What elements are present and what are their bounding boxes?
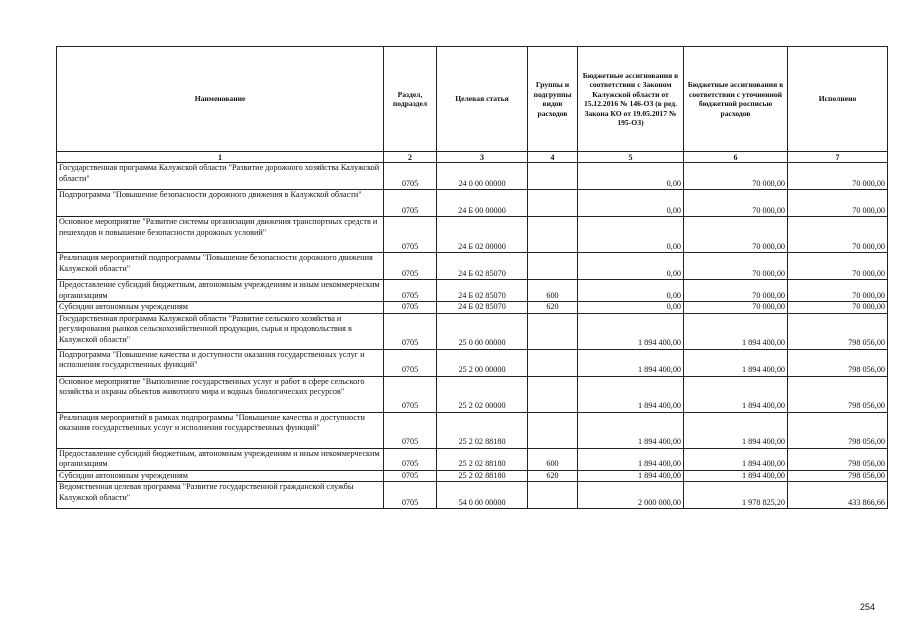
row-budget-revised: 1 894 400,00 [684,412,788,448]
table-row [57,217,888,253]
page-number: 254 [860,602,876,612]
column-number: 5 [578,152,684,163]
row-target: 25 2 02 00000 [437,376,528,412]
row-budget-law: 0,00 [578,302,684,314]
row-section: 0705 [384,412,437,448]
row-budget-revised: 1 894 400,00 [684,376,788,412]
row-target: 25 2 00 00000 [437,349,528,376]
row-budget-law: 1 894 400,00 [578,376,684,412]
column-number: 2 [384,152,437,163]
row-section: 0705 [384,163,437,190]
table-row [57,412,888,448]
row-target: 25 2 02 88180 [437,470,528,482]
row-budget-law: 1 894 400,00 [578,412,684,448]
row-budget-revised: 1 894 400,00 [684,448,788,470]
row-target: 25 2 02 88180 [437,448,528,470]
row-budget-revised: 70 000,00 [684,280,788,302]
row-budget-revised: 70 000,00 [684,163,788,190]
row-executed: 70 000,00 [788,302,888,314]
row-budget-law: 0,00 [578,163,684,190]
row-group [528,412,578,448]
table-row [57,163,888,190]
row-target: 25 2 02 88180 [437,412,528,448]
row-group [528,190,578,217]
table-row [57,302,888,314]
row-budget-revised: 1 894 400,00 [684,470,788,482]
row-section: 0705 [384,280,437,302]
row-name: Субсидии автономным учреждениям [57,470,384,482]
row-budget-revised: 1 978 825,20 [684,482,788,509]
row-name: Основное мероприятие "Развитие системы организации движения транспортных средств и пешеходов и повышение безопасности дорожных условий" [57,217,384,253]
header-target: Целевая статья [437,47,528,152]
row-budget-revised: 1 894 400,00 [684,313,788,349]
row-executed: 798 056,00 [788,349,888,376]
row-section: 0705 [384,482,437,509]
row-group [528,163,578,190]
table-row [57,280,888,302]
row-section: 0705 [384,253,437,280]
row-budget-law: 1 894 400,00 [578,470,684,482]
row-section: 0705 [384,313,437,349]
row-executed: 70 000,00 [788,280,888,302]
row-executed: 798 056,00 [788,412,888,448]
row-section: 0705 [384,376,437,412]
table-row [57,349,888,376]
row-budget-law: 1 894 400,00 [578,448,684,470]
table-row [57,470,888,482]
row-budget-law: 1 894 400,00 [578,313,684,349]
column-number: 1 [57,152,384,163]
row-group: 620 [528,470,578,482]
row-name: Реализация мероприятий подпрограммы "Повышение безопасности дорожного движения Калужской области" [57,253,384,280]
table-row [57,482,888,509]
header-group: Группы и подгруппы видов расходов [528,47,578,152]
row-name: Предоставление субсидий бюджетным, автономным учреждениям и иным некоммерческим организациям [57,280,384,302]
row-group [528,253,578,280]
row-budget-law: 0,00 [578,190,684,217]
row-name: Подпрограмма "Повышение качества и доступности оказания государственных услуг и исполнения государственных функций" [57,349,384,376]
table-row [57,376,888,412]
row-budget-law: 2 000 000,00 [578,482,684,509]
table-row [57,448,888,470]
row-name: Основное мероприятие "Выполнение государственных услуг и работ в сфере сельского хозяйства и охраны объектов животного мира и водных биологических ресурсов" [57,376,384,412]
row-budget-revised: 70 000,00 [684,302,788,314]
row-executed: 70 000,00 [788,253,888,280]
column-number: 4 [528,152,578,163]
row-target: 24 Б 02 85070 [437,302,528,314]
row-name: Государственная программа Калужской области "Развитие сельского хозяйства и регулирования рынков сельскохозяйственной продукции, сырья и продовольствия в Калужской области" [57,313,384,349]
row-target: 24 0 00 00000 [437,163,528,190]
row-group [528,313,578,349]
row-section: 0705 [384,302,437,314]
header-name: Наименование [57,47,384,152]
row-target: 24 Б 02 85070 [437,280,528,302]
row-section: 0705 [384,349,437,376]
row-budget-law: 0,00 [578,253,684,280]
header-executed: Исполнено [788,47,888,152]
table-row [57,190,888,217]
row-executed: 798 056,00 [788,448,888,470]
row-group [528,217,578,253]
row-budget-revised: 70 000,00 [684,190,788,217]
table-row [57,313,888,349]
row-executed: 70 000,00 [788,190,888,217]
header-section: Раздел, подраздел [384,47,437,152]
table-row [57,253,888,280]
row-group: 600 [528,448,578,470]
row-executed: 433 866,66 [788,482,888,509]
row-budget-law: 0,00 [578,280,684,302]
row-budget-revised: 70 000,00 [684,253,788,280]
row-name: Реализация мероприятий в рамках подпрограммы "Повышение качества и доступности оказания государственных услуг и исполнения государственных функций" [57,412,384,448]
row-name: Предоставление субсидий бюджетным, автономным учреждениям и иным некоммерческим организациям [57,448,384,470]
row-target: 24 Б 02 85070 [437,253,528,280]
column-number: 7 [788,152,888,163]
row-executed: 70 000,00 [788,217,888,253]
header-budget-revised: Бюджетные ассигнования в соответствии с уточненной бюджетной росписью расходов [684,47,788,152]
row-target: 54 0 00 00000 [437,482,528,509]
row-section: 0705 [384,217,437,253]
row-group: 600 [528,280,578,302]
row-name: Субсидии автономным учреждениям [57,302,384,314]
row-executed: 798 056,00 [788,470,888,482]
header-budget-law: Бюджетные ассигнования в соответствии с Законом Калужской области от 15.12.2016 № 146-ОЗ (в ред. Закона КО от 19.05.2017 № 195-ОЗ) [578,47,684,152]
row-group [528,349,578,376]
row-executed: 798 056,00 [788,376,888,412]
row-executed: 70 000,00 [788,163,888,190]
row-section: 0705 [384,448,437,470]
row-budget-revised: 70 000,00 [684,217,788,253]
row-group [528,376,578,412]
row-name: Подпрограмма "Повышение безопасности дорожного движения в Калужской области" [57,190,384,217]
row-budget-law: 1 894 400,00 [578,349,684,376]
row-group [528,482,578,509]
row-budget-revised: 1 894 400,00 [684,349,788,376]
column-number: 6 [684,152,788,163]
row-section: 0705 [384,470,437,482]
row-section: 0705 [384,190,437,217]
header-row [57,47,888,152]
row-target: 24 Б 00 00000 [437,190,528,217]
row-name: Ведомственная целевая программа "Развитие государственной гражданской службы Калужской области" [57,482,384,509]
row-target: 25 0 00 00000 [437,313,528,349]
row-executed: 798 056,00 [788,313,888,349]
row-name: Государственная программа Калужской области "Развитие дорожного хозяйства Калужской области" [57,163,384,190]
budget-table [56,46,888,509]
column-number-row [57,152,888,163]
row-target: 24 Б 02 00000 [437,217,528,253]
column-number: 3 [437,152,528,163]
row-budget-law: 0,00 [578,217,684,253]
row-group: 620 [528,302,578,314]
